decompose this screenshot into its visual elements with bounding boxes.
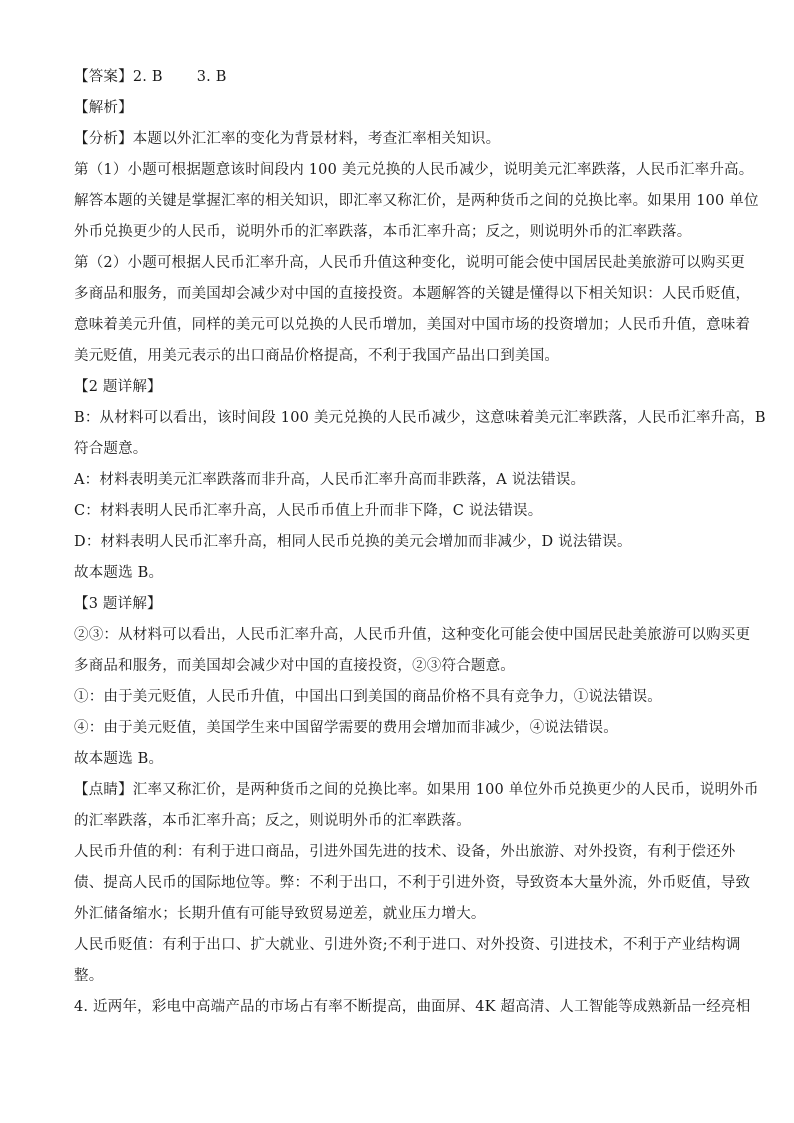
dianjing-line: 【点睛】汇率又称汇价，是两种货币之间的兑换比率。如果用 100 单位外币兑换更少的人民币，说明外币	[74, 782, 759, 798]
fenxi-line: 第（2）小题可根据人民币汇率升高，人民币升值这种变化，说明可能会使中国居民赴美旅游可以购买更	[74, 255, 745, 271]
answer-q2: 2. B	[132, 69, 163, 85]
dianjing-line: 的汇率跌落，本币汇率升高；反之，则说明外币的汇率跌落。	[74, 813, 471, 829]
q2-detail-line: B：从材料可以看出，该时间段 100 美元兑换的人民币减少，这意味着美元汇率跌落，人民币汇率升高，B	[74, 410, 766, 426]
fenxi-line: 第（1）小题可根据题意该时间段内 100 美元兑换的人民币减少，说明美元汇率跌落，人民币汇率升高。	[74, 162, 754, 178]
document-page	[74, 62, 766, 1023]
q2-detail-line: 故本题选 B。	[74, 565, 164, 581]
fenxi-line: 【分析】本题以外汇汇率的变化为背景材料，考查汇率相关知识。	[74, 131, 501, 147]
q2-detail-line: A：材料表明美元汇率跌落而非升高，人民币汇率升高而非跌落，A 说法错误。	[74, 472, 586, 488]
fenxi-line: 解答本题的关键是掌握汇率的相关知识，即汇率又称汇价，是两种货币之间的兑换比率。如果用 100 单位	[74, 193, 759, 209]
fenxi-line: 美元贬值，用美元表示的出口商品价格提高，不利于我国产品出口到美国。	[74, 348, 560, 364]
analysis-label: 【解析】	[74, 100, 133, 116]
fenxi-line: 意味着美元升值，同样的美元可以兑换的人民币增加，美国对中国市场的投资增加；人民币升值，意味着	[74, 317, 751, 333]
answer-label: 【答案】	[74, 69, 133, 85]
q2-detail-line: D：材料表明人民币汇率升高，相同人民币兑换的美元会增加而非减少，D 说法错误。	[74, 534, 632, 550]
fenxi-line: 外币兑换更少的人民币，说明外币的汇率跌落，本币汇率升高；反之，则说明外币的汇率跌落。	[74, 224, 692, 240]
q3-detail-label: 【3 题详解】	[74, 596, 162, 612]
q3-detail-line: 故本题选 B。	[74, 751, 164, 767]
dianjing-line: 债、提高人民币的国际地位等。弊：不利于出口，不利于引进外资，导致资本大量外流，外币贬值，导致	[74, 875, 751, 891]
q2-detail-label: 【2 题详解】	[74, 379, 162, 395]
q2-detail-line: C：材料表明人民币汇率升高，人民币币值上升而非下降，C 说法错误。	[74, 503, 543, 519]
answer-q3: 3. B	[196, 69, 227, 85]
q3-detail-line: ②③：从材料可以看出，人民币汇率升高，人民币升值，这种变化可能会使中国居民赴美旅游可以购买更	[74, 627, 751, 643]
q2-detail-line: 符合题意。	[74, 441, 148, 457]
q3-detail-line: ①：由于美元贬值，人民币升值，中国出口到美国的商品价格不具有竞争力，①说法错误。	[74, 689, 662, 705]
q3-detail-line: ④：由于美元贬值，美国学生来中国留学需要的费用会增加而非减少，④说法错误。	[74, 720, 618, 736]
q3-detail-line: 多商品和服务，而美国却会减少对中国的直接投资，②③符合题意。	[74, 658, 515, 674]
dianjing-line: 人民币贬值：有利于出口、扩大就业、引进外资;不利于进口、对外投资、引进技术，不利于产业结构调	[74, 937, 741, 953]
answer-line	[74, 62, 724, 93]
question-4-line: 4. 近两年，彩电中高端产品的市场占有率不断提高，曲面屏、4K 超高清、人工智能等成熟新品一经亮相	[74, 999, 751, 1015]
dianjing-line: 人民币升值的利：有利于进口商品，引进外国先进的技术、设备，外出旅游、对外投资，有利于偿还外	[74, 844, 736, 860]
dianjing-line: 外汇储备缩水；长期升值有可能导致贸易逆差，就业压力增大。	[74, 906, 486, 922]
dianjing-line: 整。	[74, 968, 104, 984]
fenxi-line: 多商品和服务，而美国却会减少对中国的直接投资。本题解答的关键是懂得以下相关知识：人民币贬值，	[74, 286, 751, 302]
